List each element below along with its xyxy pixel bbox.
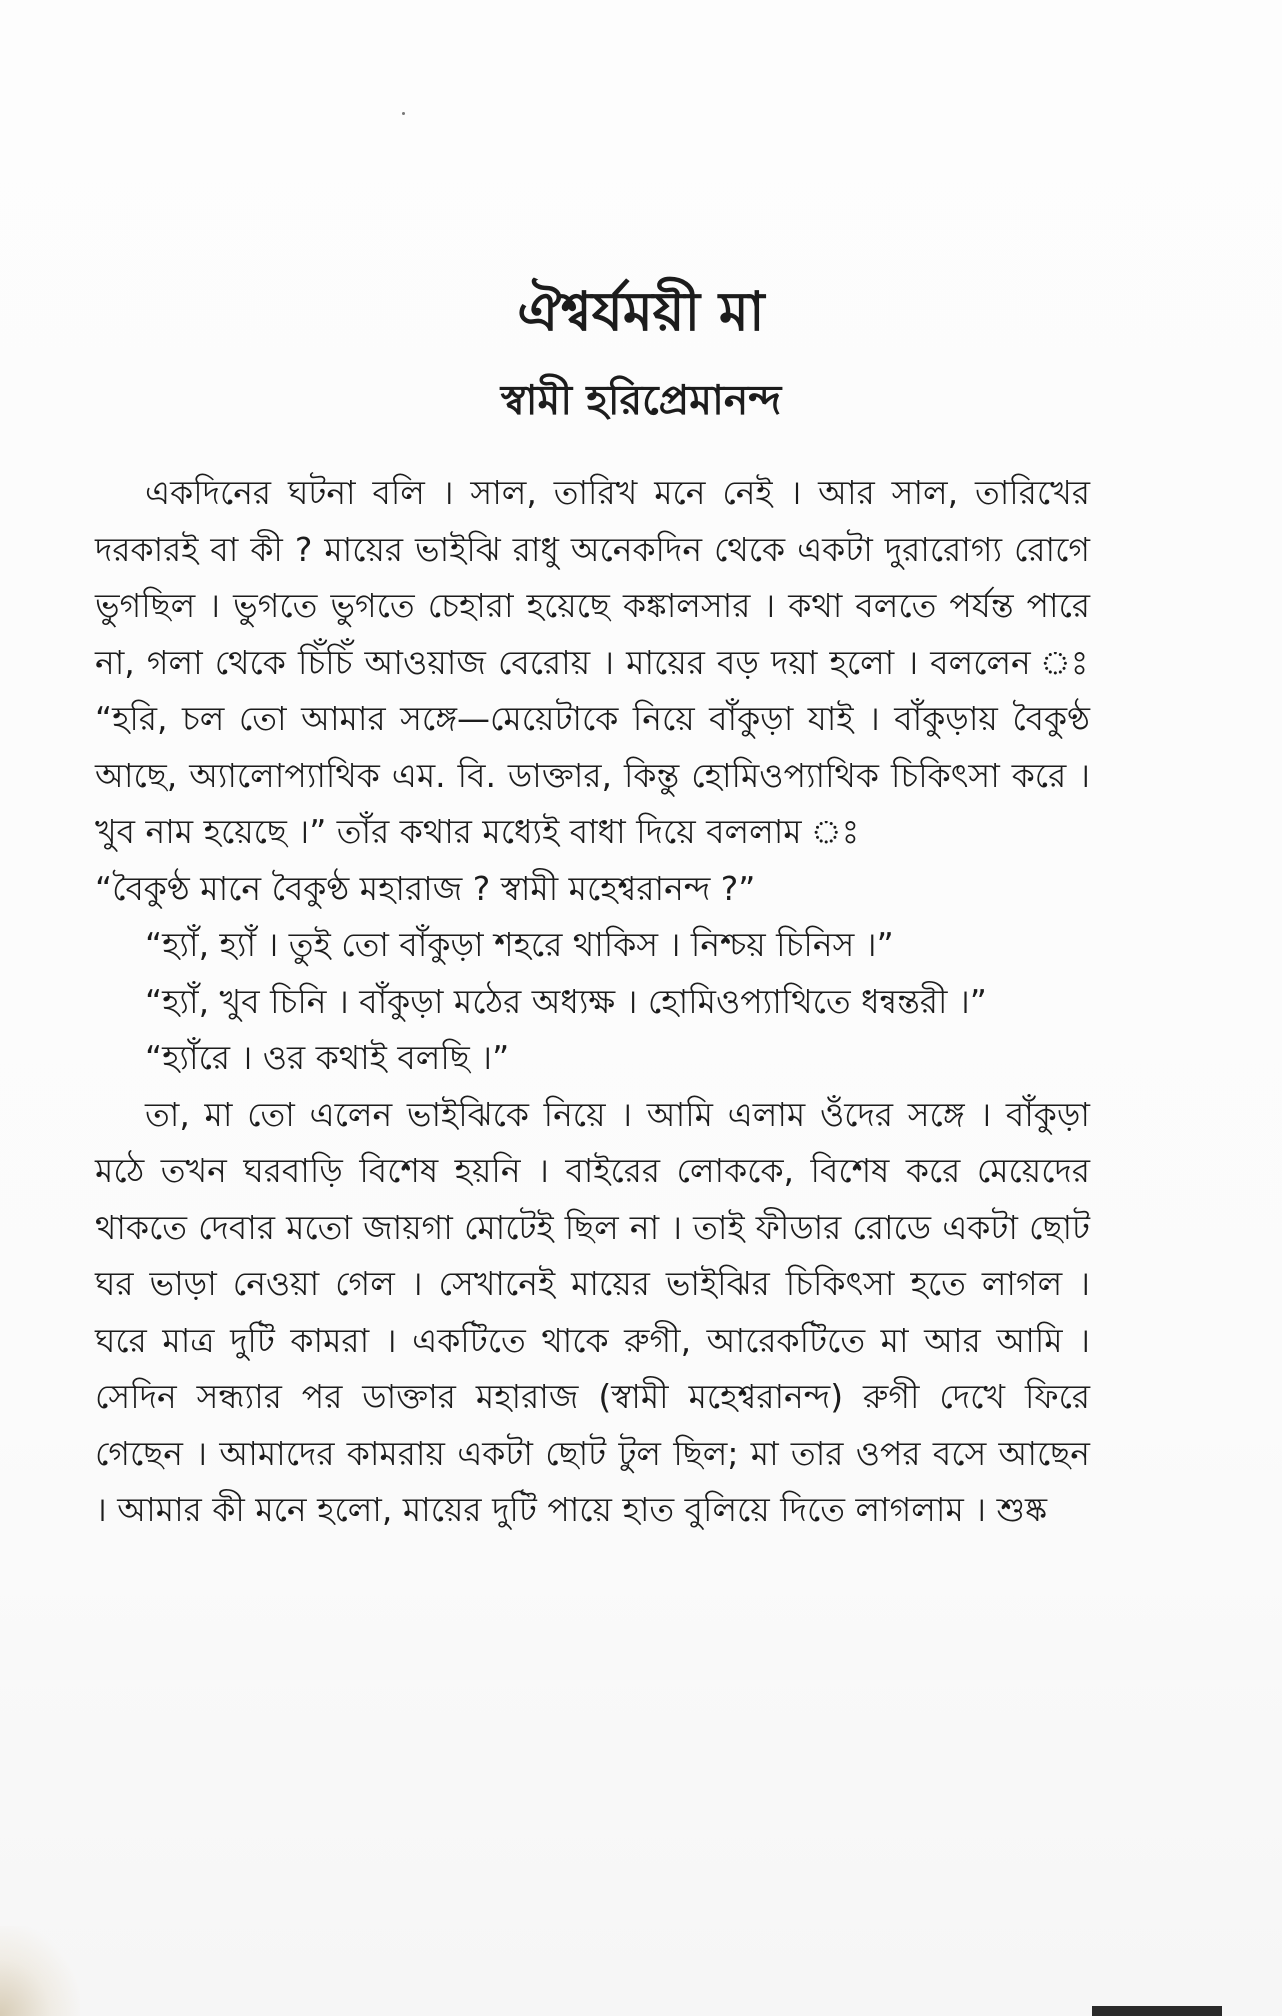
bottom-edge-mark [1092, 2006, 1222, 2016]
paragraph-4: “হ্যাঁ, খুব চিনি । বাঁকুড়া মঠের অধ্যক্ষ । হোমিওপ্যাথিতে ধন্বন্তরী ।” [145, 981, 987, 1021]
paragraph-5: “হ্যাঁরে । ওর কথাই বলছি ।” [145, 1038, 510, 1077]
paragraph-1: একদিনের ঘটনা বলি । সাল, তারিখ মনে নেই । আর সাল, তারিখের দরকারই বা কী ? মায়ের ভাইঝি রাধু অনেকদিন থেকে একটা দুরারোগ্য রোগে ভুগছিল । ভুগতে ভুগতে চেহারা হয়েছে কঙ্কালসার । কথা বলতে পর্যন্ত পারে না, গলা থেকে চিঁচিঁ আওয়াজ বেরোয় । মায়ের বড় দয়া হলো । বললেন ঃ “হরি, চল তো আমার সঙ্গে—মেয়েটাকে নিয়ে বাঁকুড়া যাই । বাঁকুড়ায় বৈকুণ্ঠ আছে, অ্যালোপ্যাথিক এম. বি. ডাক্তার, কিন্তু হোমিওপ্যাথিক চিকিৎসা করে । খুব নাম হয়েছে ।” তাঁর কথার মধ্যেই বাধা দিয়ে বললাম ঃ [95, 473, 1090, 851]
paragraph-6: তা, মা তো এলেন ভাইঝিকে নিয়ে । আমি এলাম ওঁদের সঙ্গে । বাঁকুড়া মঠে তখন ঘরবাড়ি বিশেষ হয়নি । বাইরের লোককে, বিশেষ করে মেয়েদের থাকতে দেবার মতো জায়গা মোটেই ছিল না । তাই ফীডার রোডে একটা ছোট ঘর ভাড়া নেওয়া গেল । সেখানেই মায়ের ভাইঝির চিকিৎসা হতে লাগল । ঘরে মাত্র দুটি কামরা । একটিতে থাকে রুগী, আরেকটিতে মা আর আমি । সেদিন সন্ধ্যার পর ডাক্তার মহারাজ (স্বামী মহেশ্বরানন্দ) রুগী দেখে ফিরে গেছেন । আমাদের কামরায় একটা ছোট টুল ছিল; মা তার ওপর বসে আছেন । আমার কী মনে হলো, মায়ের দুটি পায়ে হাত বুলিয়ে দিতে লাগলাম । শুষ্ক [95, 1094, 1090, 1529]
body-text [95, 465, 1090, 1539]
paragraph-2: “বৈকুণ্ঠ মানে বৈকুণ্ঠ মহারাজ ? স্বামী মহেশ্বরানন্দ ?” [95, 868, 756, 908]
author-name: স্বামী হরিপ্রেমানন্দ [500, 376, 782, 424]
paragraph-3: “হ্যাঁ, হ্যাঁ । তুই তো বাঁকুড়া শহরে থাকিস । নিশ্চয় চিনিস ।” [145, 925, 894, 964]
paper-speck [402, 112, 405, 115]
page-corner-stain [0, 1926, 80, 2016]
chapter-title: ঐশ্বর্যময়ী মা [517, 280, 765, 343]
